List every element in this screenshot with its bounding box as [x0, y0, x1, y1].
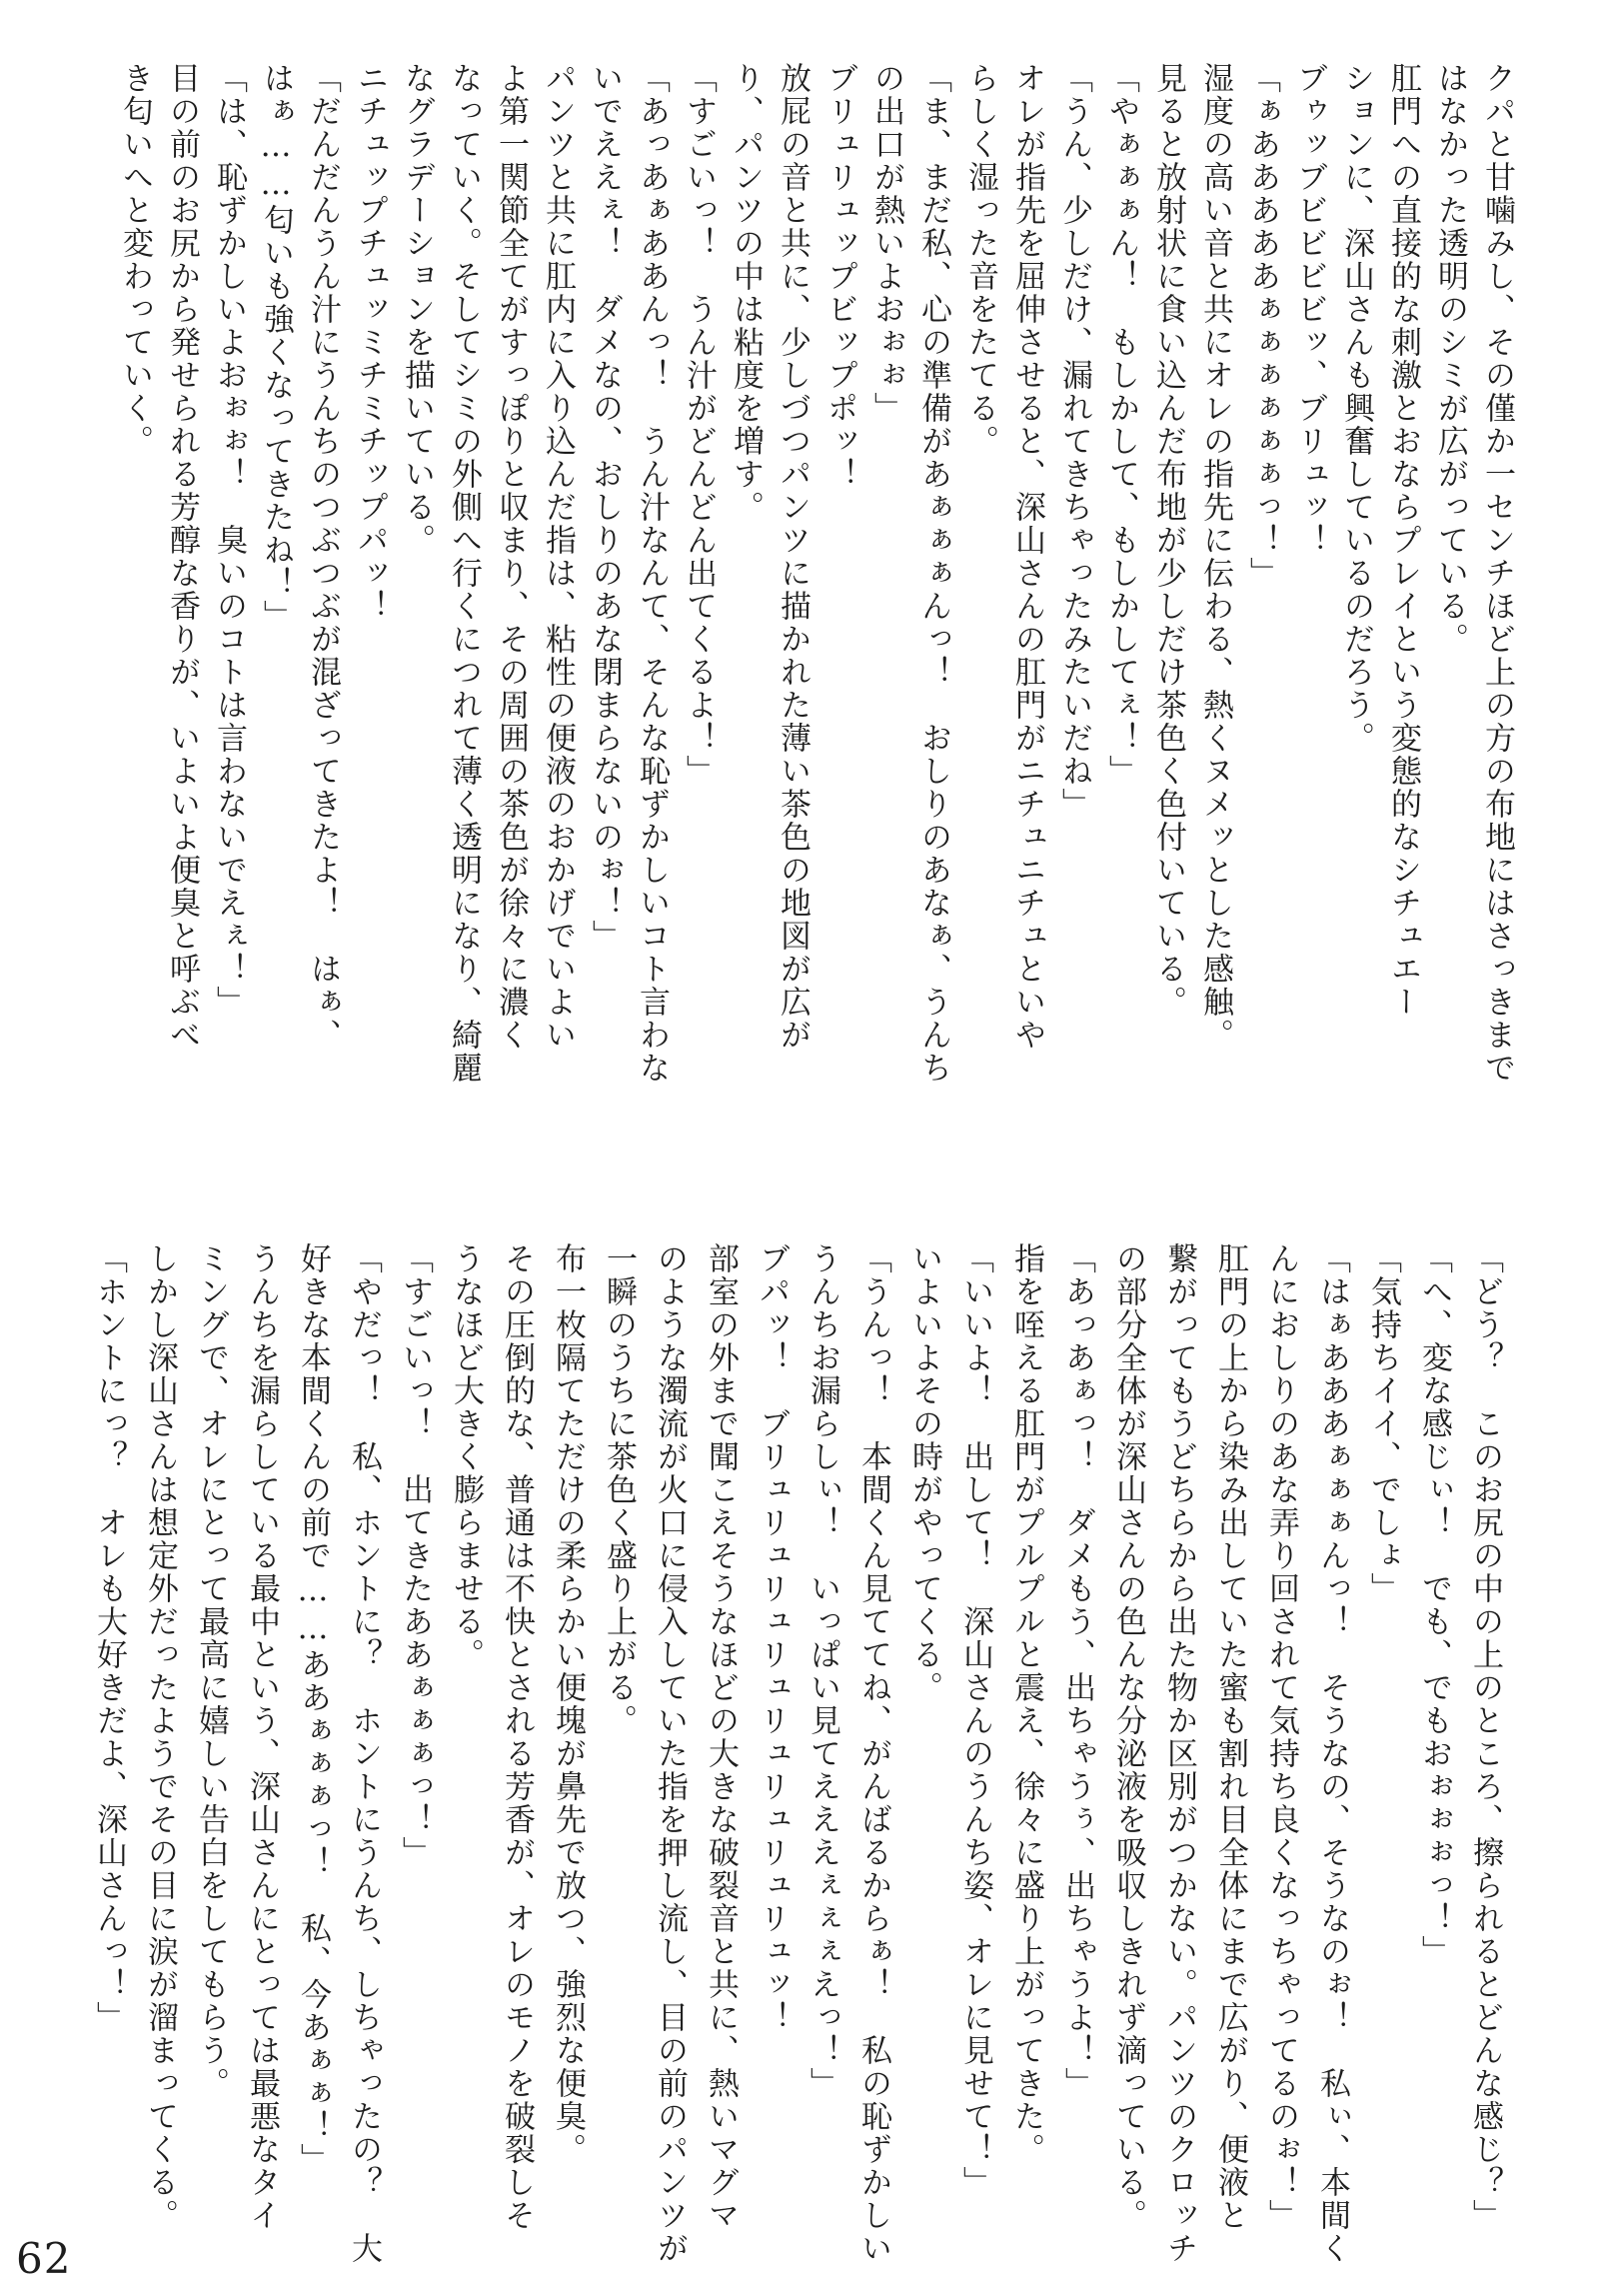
text-column: 「あっあぁああんっ！ うん汁なんて、そんな恥ずかしいコト言わな — [634, 62, 670, 1085]
text-column: パンツと共に肛内に入り込んだ指は、粘性の便液のおかげでいよい — [540, 62, 576, 1052]
text-column: ミングで、オレにとって最高に嬉しい告白をしてもらう。 — [193, 1242, 229, 2100]
text-column: 肛門の上から染み出していた蜜も割れ目全体にまで広がり、便液と — [1212, 1242, 1248, 2232]
text-column: 放屁の音と共に、少しづつパンツに描かれた薄い茶色の地図が広が — [775, 62, 810, 1052]
text-column: しかし深山さんは想定外だったようでその目に涙が溜まってくる。 — [142, 1242, 178, 2232]
text-column: の部分全体が深山さんの色んな分泌液を吸収しきれず滴っている。 — [1110, 1242, 1146, 2232]
text-column: 「ま、まだ私、心の準備があぁぁぁんっ！ おしりのあなぁ、うんち — [915, 62, 951, 1085]
text-column: 「はぁあああぁぁぁんっ！ そうなの、そうなのぉ！ 私ぃ、本間く — [1314, 1242, 1350, 2265]
text-column: はぁ……匂いも強くなってきたね！」 — [258, 62, 294, 633]
text-column: うんちお漏らしぃ！ いっぱい見てえええぇぇぇえっ！」 — [804, 1242, 840, 2100]
text-column: なっていく。そしてシミの外側へ行くにつれて薄く透明になり、綺麗 — [446, 62, 482, 1085]
text-column: 「すごいっ！ うん汁がどんどん出てくるよ！」 — [681, 62, 717, 788]
text-column: 「気持ちイイ、でしょ」 — [1365, 1242, 1401, 1605]
text-column: ニチュップチュッミチミチップパッ！ — [352, 62, 388, 623]
text-column: 「やだっ！ 私、ホントに？ ホントにうんち、しちゃったの？ 大 — [346, 1242, 382, 2265]
text-column: ションに、深山さんも興奮しているのだろう。 — [1338, 62, 1374, 755]
text-column: 肛門への直接的な刺激とおならプレイという変態的なシチュエー — [1385, 62, 1421, 1019]
text-column: 目の前のお尻から発せられる芳醇な香りが、いよいよ便臭と呼ぶべ — [164, 62, 200, 1052]
text-column: のような濁流が火口に侵入していた指を押し流し、目の前のパンツが — [652, 1242, 688, 2265]
text-column: 「ぁあああああぁぁぁぁぁぁっ！」 — [1244, 62, 1280, 590]
bottom-text-block — [83, 1242, 1510, 2272]
text-column: いでええぇ！ ダメなの、おしりのあな閉まらないのぉ！」 — [587, 62, 623, 953]
text-column: ブパッ！ ブリュリュリュリュリュリュリュリュッ！ — [754, 1242, 790, 2034]
text-column: 部室の外まで聞こえそうなほどの大きな破裂音と共に、熱いマグマ — [703, 1242, 739, 2232]
text-column: 湿度の高い音と共にオレの指先に伝わる、熱くヌメッとした感触。 — [1197, 62, 1233, 1052]
text-column: 「いいよ！ 出して！ 深山さんのうんち姿、オレに見せて！」 — [957, 1242, 993, 2199]
text-column: 一瞬のうちに茶色く盛り上がる。 — [601, 1242, 637, 1737]
text-column: 「は、恥ずかしいよおぉぉ！ 臭いのコトは言わないでえぇ！」 — [211, 62, 247, 1019]
text-column: 「うんっ！ 本間くん見ててね、がんばるからぁ！ 私の恥ずかしい — [855, 1242, 891, 2265]
text-column: り、パンツの中は粘度を増す。 — [728, 62, 764, 524]
text-column: 「すごいっ！ 出てきたああぁぁぁっ！」 — [397, 1242, 433, 1869]
text-column: き匂いへと変わっていく。 — [117, 62, 153, 458]
text-column: なグラデーションを描いている。 — [399, 62, 435, 557]
text-column: 繋がってもうどちらから出た物か区別がつかない。パンツのクロッチ — [1161, 1242, 1197, 2265]
text-column: いよいよその時がやってくる。 — [906, 1242, 942, 1704]
text-column: 「へ、変な感じぃ！ でも、でもおぉぉぉっ！」 — [1416, 1242, 1452, 1968]
text-column: 「やぁぁぁん！ もしかして、もしかしてぇ！」 — [1103, 62, 1139, 788]
text-column: 「ホントにっ？ オレも大好きだよ、深山さんっ！」 — [91, 1242, 127, 2034]
text-column: オレが指先を屈伸させると、深山さんの肛門がニチュニチュといや — [1009, 62, 1045, 1052]
text-column: 布一枚隔てただけの柔らかい便塊が鼻先で放つ、強烈な便臭。 — [550, 1242, 586, 2166]
text-column: 「あっあぁっ！ ダメもう、出ちゃうぅ、出ちゃうよ！」 — [1059, 1242, 1095, 2100]
text-column: 見ると放射状に食い込んだ布地が少しだけ茶色く色付いている。 — [1150, 62, 1186, 1019]
top-text-block — [111, 62, 1520, 1092]
text-column: 好きな本間くんの前で……ああぁぁぁっ！ 私、今あぁぁ！」 — [295, 1242, 331, 2176]
text-column: 「どう？ このお尻の中の上のところ、擦られるとどんな感じ？」 — [1467, 1242, 1503, 2232]
text-column: その圧倒的な、普通は不快とされる芳香が、オレのモノを破裂しそ — [499, 1242, 535, 2232]
text-column: クパと甘噛みし、その僅か一センチほど上の方の布地にはさっきまで — [1479, 62, 1515, 1085]
text-column: の出口が熱いよおぉぉ」 — [868, 62, 904, 425]
text-column: よ第一関節全てがすっぽりと収まり、その周囲の茶色が徐々に濃く — [493, 62, 529, 1052]
text-column: らしく湿った音をたてる。 — [962, 62, 998, 458]
text-column: ブリュリュップビップポッ！ — [821, 62, 857, 491]
page-number: 62 — [16, 2234, 72, 2283]
text-column: うんちを漏らしている最中という、深山さんにとっては最悪なタイ — [244, 1242, 280, 2232]
text-column: ブゥッブビビビビッ、ブリュッ！ — [1291, 62, 1327, 557]
text-column: 「うん、少しだけ、漏れてきちゃったみたいだね」 — [1056, 62, 1092, 821]
text-column: んにおしりのあな弄り回されて気持ち良くなっちゃってるのぉ！」 — [1263, 1242, 1299, 2232]
text-column: うなほど大きく膨らませる。 — [448, 1242, 484, 1671]
text-column: 「だんだんうん汁にうんちのつぶつぶが混ざってきたよ！ はぁ、 — [305, 62, 341, 1052]
text-column: はなかった透明のシミが広がっている。 — [1432, 62, 1468, 656]
text-column: 指を咥える肛門がプルプルと震え、徐々に盛り上がってきた。 — [1008, 1242, 1044, 2166]
